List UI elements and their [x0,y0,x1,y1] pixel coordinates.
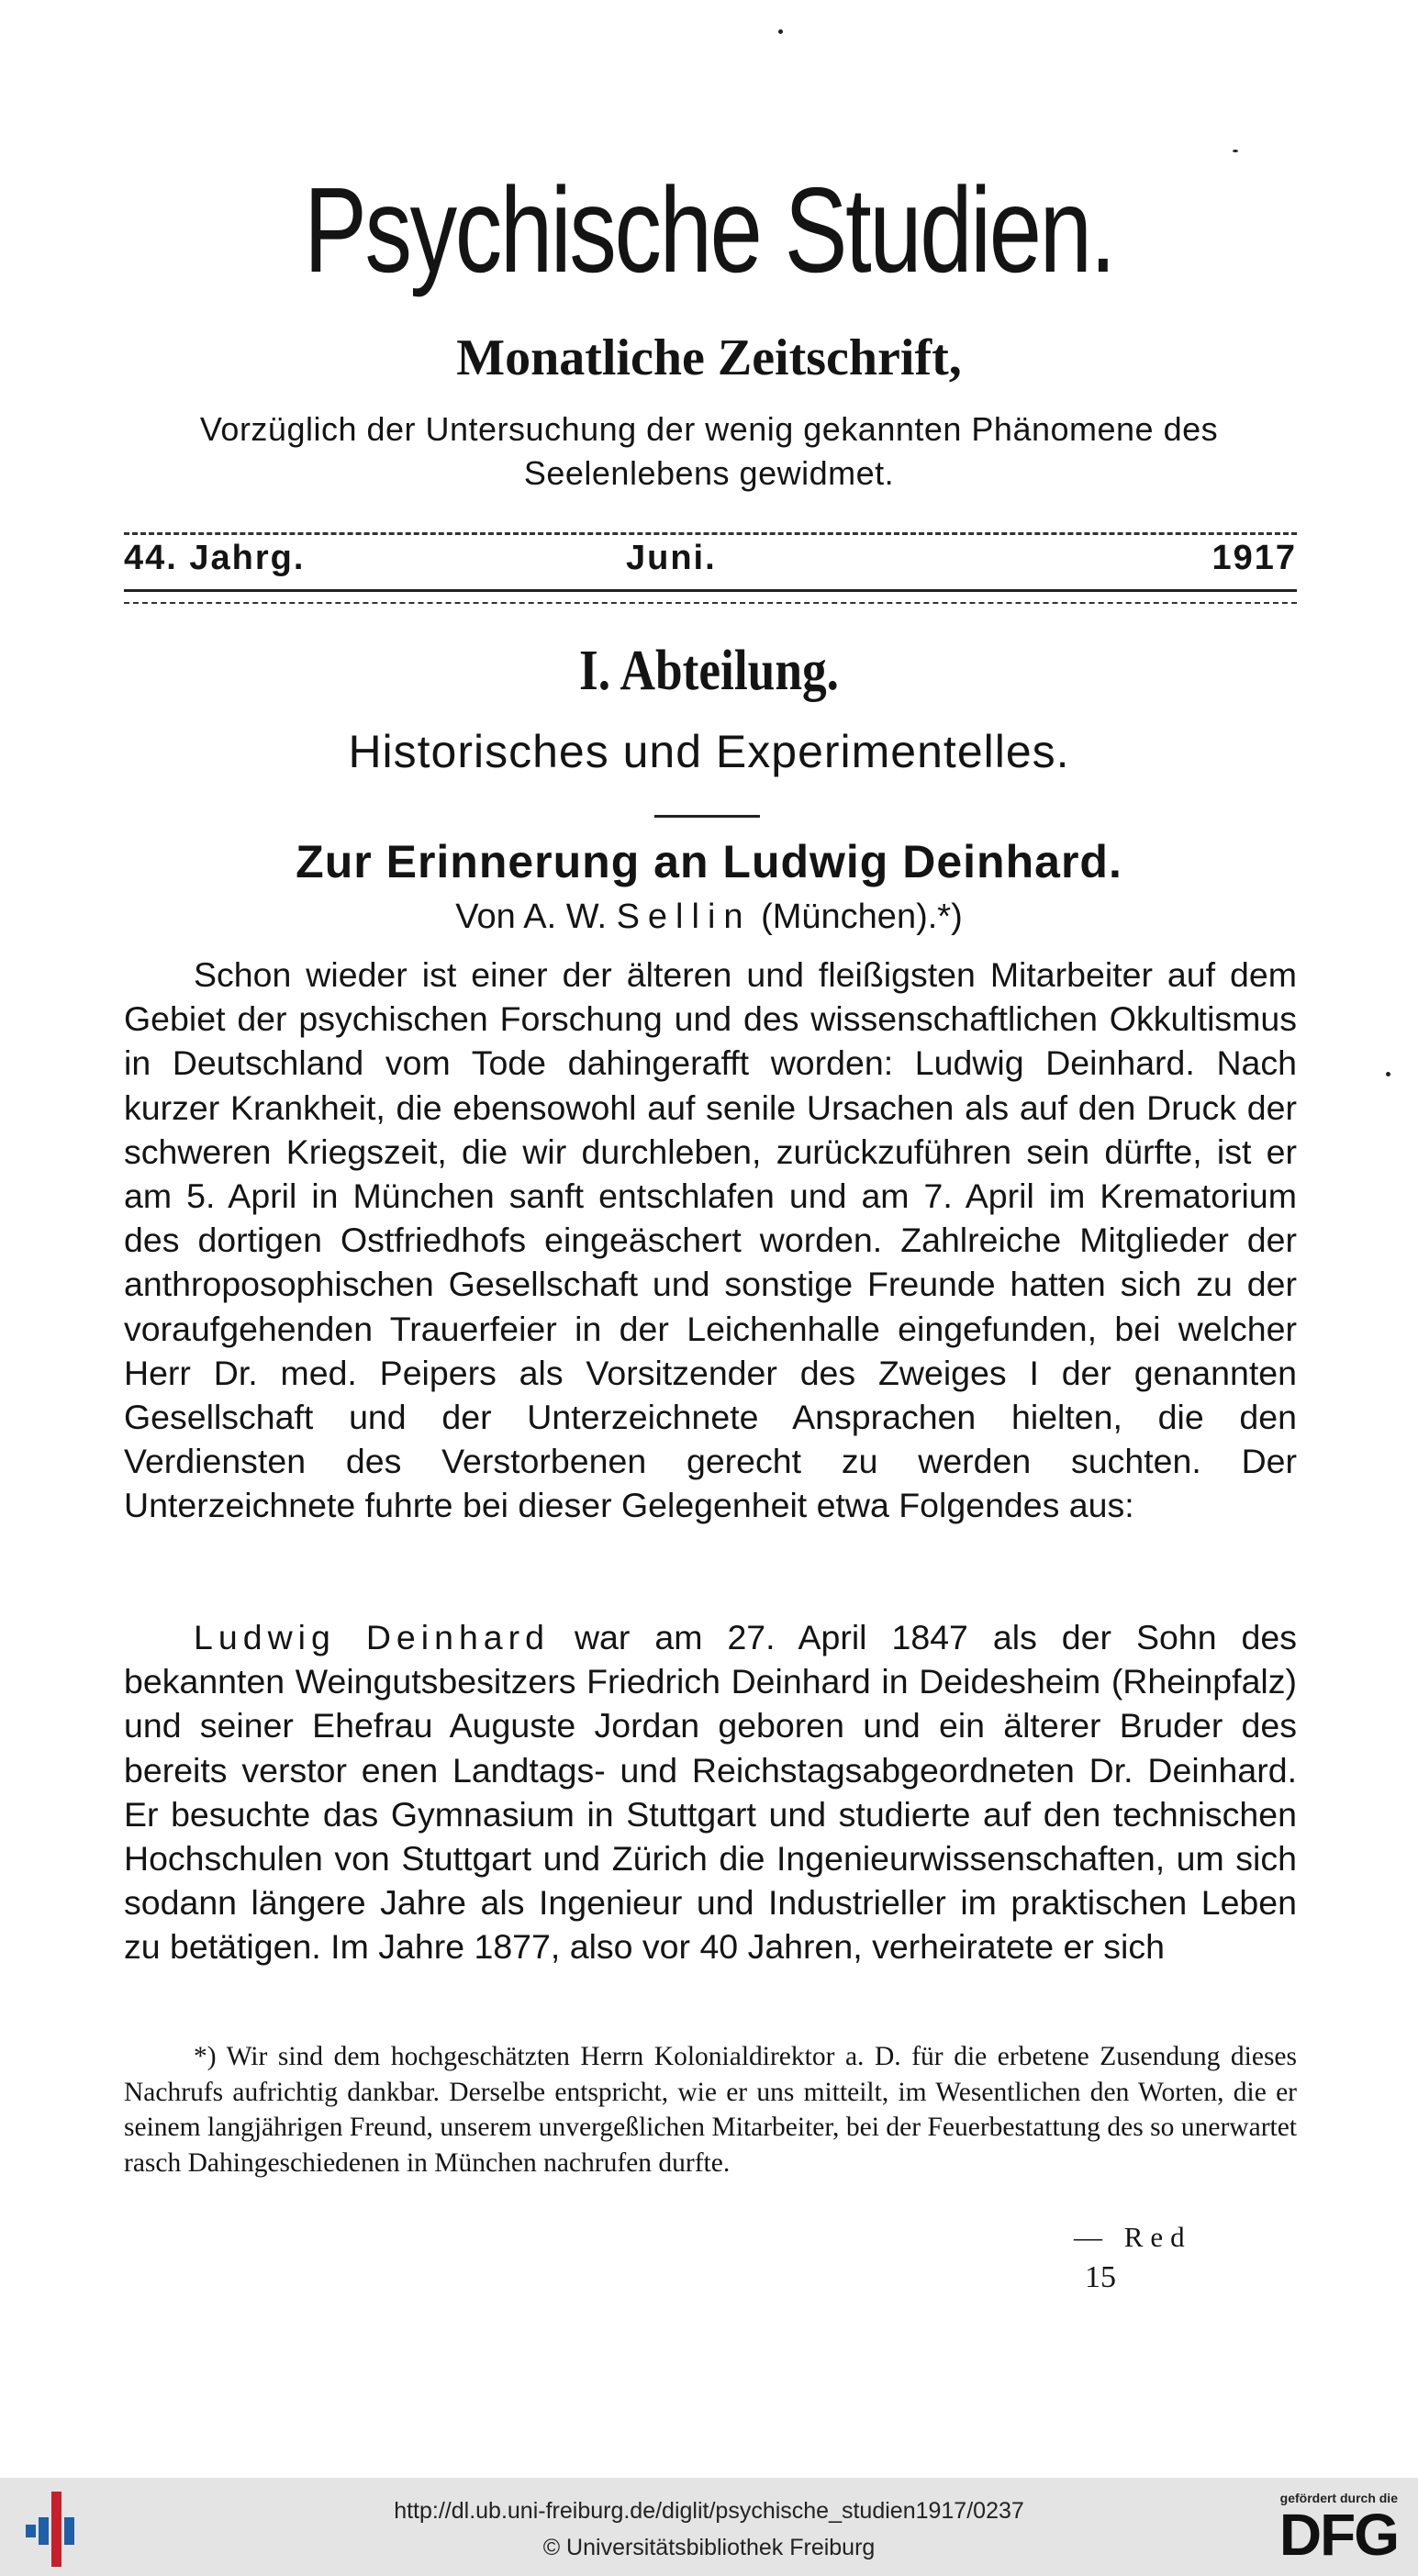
byline-prefix: Von A. W. [455,898,608,936]
document-url-link[interactable]: http://dl.ub.uni-freiburg.de/diglit/psychische_studien1917/0237 [394,2498,1024,2524]
dfg-logo[interactable]: DFG [1278,2502,1398,2568]
paragraph-text [124,1615,1297,1969]
paragraph-text: Schon wieder ist einer der älteren und fleißigsten Mitarbeiter auf dem Gebiet der psychischen Forschung und des wissenschaftlichen Okkultismus in Deutschland vom Tode dahingerafft worden: Ludwig Deinhard. Nach kurzer Krankheit, die ebensowohl auf senile Ursachen als auf den Druck der schweren Kriegszeit, die wir durchleben, zurückzuführen sein dürfte, ist er am 5. April in München sanft entschlafen und am 7. April im Krematorium des dortigen Ostfriedhofs eingeäschert worden. Zahlreiche Mitglieder der anthroposophischen Gesellschaft und sonstige Freunde hatten sich zu der voraufgehenden Trauerfeier in der Leichenhalle eingefunden, bei welcher Herr Dr. med. Peipers als Vorsitzender des Zweiges I der genannten Gesellschaft und der Unterzeichnete Ansprachen hielten, die den Verdiensten des Verstorbenen gerecht zu werden suchten. Der Unterzeichnete fuhrte bei dieser Gelegenheit etwa Folgendes aus: [124,955,1297,1525]
article-paragraph-2 [124,1615,1297,1969]
magazine-tagline [0,407,1418,496]
section-divider [654,815,760,818]
dfg-caption: gefördert durch die [1279,2491,1398,2505]
magazine-subtitle: Monatliche Zeitschrift, [456,329,962,386]
article-paragraph-1 [124,953,1297,1528]
section-title: I. Abteilung. [579,640,839,702]
year-label: 1917 [1211,539,1297,577]
byline-author: Sellin [616,898,752,936]
footnote-text: *) Wir sind dem hochgeschätzten Herrn Kolonialdirektor a. D. für die erbetene Zusendung dieses Nachrufs aufrichtig dankbar. Derselbe entspricht, wie er uns mitteilt, im Wesentlichen den Worten, die er seinem langjährigen Freund, unserem unvergeßlichen Mitarbeiter, bei der Feuerbestattung des so unerwartet rasch Dahingeschiedenen in München nachrufen durfte. [124,2042,1297,2178]
volume-label: 44. Jahrg. [124,539,306,577]
issue-line [124,539,1297,583]
person-name: Ludwig Deinhard [194,1618,550,1656]
section-subtitle: Historisches und Experimentelles. [348,726,1070,777]
rule-double-1 [124,589,1297,592]
rule-double-2 [124,602,1297,604]
magazine-title: Psychische Studien. [304,162,1114,297]
speck [778,29,783,34]
page-number: 15 [1085,2260,1116,2294]
tagline-line: Vorzüglich der Untersuchung der wenig gekannten Phänomene des [199,410,1219,448]
footnote [124,2039,1297,2180]
copyright-notice: © Universitätsbibliothek Freiburg [542,2535,876,2560]
month-label: Juni. [626,539,717,577]
footer-banner [0,2478,1418,2576]
tagline-line: Seelenlebens gewidmet. [523,454,895,492]
footnote-signature: — Red [1074,2221,1192,2253]
byline [0,898,1418,937]
paragraph-body: war am 27. April 1847 als der Sohn des bekannten Weingutsbesitzers Friedrich Deinhard in Deidesheim (Rheinpfalz) und seiner Ehefrau Auguste Jordan geboren und ein älterer Bruder des bereits verstor enen Landtags- und Reichstagsabgeordneten Dr. Deinhard. Er besuchte das Gymnasium in Stuttgart und studierte auf den technischen Hochschulen von Stuttgart und Zürich die Ingenieurwissenschaften, um sich sodann längere Jahre als Ingenieur und Industrieller im praktischen Leben zu betätigen. Im Jahre 1877, also vor 40 Jahren, verheiratete er sich [124,1618,1298,1967]
speck [1386,1072,1390,1076]
dashed-rule-top [124,532,1297,535]
article-title: Zur Erinnerung an Ludwig Deinhard. [296,836,1122,887]
speck [1233,150,1238,152]
byline-suffix: (München).*) [761,898,963,936]
